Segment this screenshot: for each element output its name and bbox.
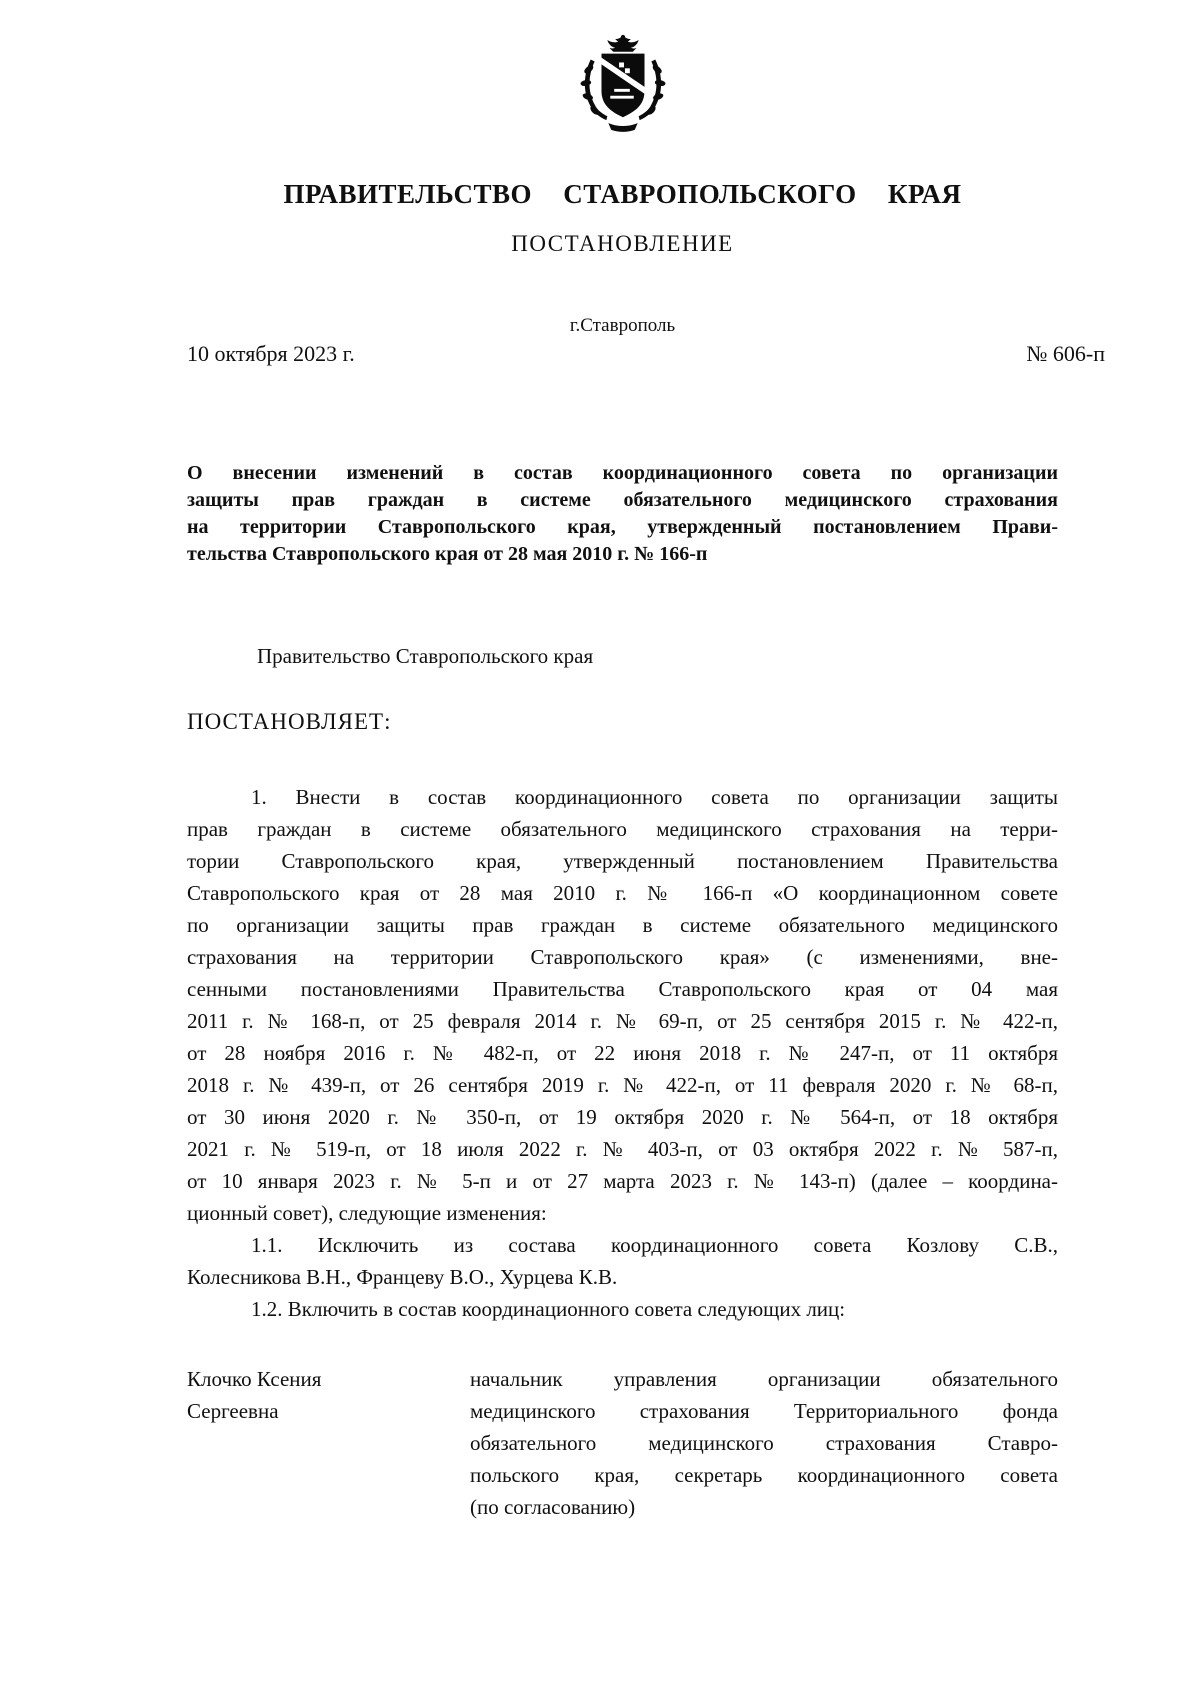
body-line: тории Ставропольского края, утвержденный постановлением Правительства [187, 849, 1058, 873]
member-name-line: Сергеевна [187, 1399, 279, 1423]
body-line: Колесникова В.Н., Францеву В.О., Хурцева К.В. [187, 1265, 618, 1289]
member-position [470, 1363, 1058, 1523]
coat-of-arms-icon [579, 34, 667, 132]
body-line: страхования на территории Ставропольского края» (с изменениями, вне- [187, 945, 1058, 969]
body-line: сенными постановлениями Правительства Ставропольского края от 04 мая [187, 977, 1058, 1001]
body-line: 2011 г. № 168-п, от 25 февраля 2014 г. № 69-п, от 25 сентября 2015 г. № 422-п, [187, 1009, 1058, 1033]
body-text [187, 781, 1058, 1325]
doc-title-line: О внесении изменений в состав координационного совета по организации [187, 462, 1058, 484]
doc-title [187, 460, 1058, 568]
doc-type-label: ПОСТАНОВЛЕНИЕ [511, 231, 734, 256]
body-line: 2021 г. № 519-п, от 18 июля 2022 г. № 403-п, от 03 октября 2022 г. № 587-п, [187, 1137, 1058, 1161]
member-name-line: Клочко Ксения [187, 1367, 322, 1391]
doc-number: № 606-п [1026, 341, 1105, 366]
doc-date: 10 октября 2023 г. [187, 341, 355, 366]
member-table [187, 1363, 1058, 1523]
body-line: от 10 января 2023 г. № 5-п и от 27 марта 2023 г. № 143-п) (далее – координа- [187, 1169, 1058, 1193]
member-position-line: (по согласованию) [470, 1495, 636, 1519]
coat-of-arms [187, 34, 1058, 132]
body-line: от 30 июня 2020 г. № 350-п, от 19 октября 2020 г. № 564-п, от 18 октября [187, 1105, 1058, 1129]
city-label: г.Ставрополь [569, 315, 676, 336]
resolves-label: ПОСТАНОВЛЯЕТ: [187, 709, 392, 734]
body-line: по организации защиты прав граждан в системе обязательного медицинского [187, 913, 1058, 937]
body-line: 1.1. Исключить из состава координационного совета Козлову С.В., [251, 1233, 1058, 1257]
doc-title-line: на территории Ставропольского края, утвержденный постановлением Прави- [187, 516, 1058, 538]
body-line: от 28 ноября 2016 г. № 482-п, от 22 июня 2018 г. № 247-п, от 11 октября [187, 1041, 1058, 1065]
body-line: Ставропольского края от 28 мая 2010 г. № 166-п «О координационном совете [187, 881, 1058, 905]
member-position-line: обязательного медицинского страхования Ставро- [470, 1431, 1058, 1455]
member-name [187, 1363, 459, 1523]
body-line: прав граждан в системе обязательного медицинского страхования на терри- [187, 817, 1058, 841]
document-content [187, 34, 1105, 1523]
member-position-line: начальник управления организации обязательного [470, 1367, 1058, 1391]
body-line: 2018 г. № 439-п, от 26 сентября 2019 г. № 422-п, от 11 февраля 2020 г. № 68-п, [187, 1073, 1058, 1097]
doc-title-line: тельства Ставропольского края от 28 мая 2010 г. № 166-п [187, 543, 708, 565]
body-line: ционный совет), следующие изменения: [187, 1201, 547, 1225]
date-number-row [187, 340, 1105, 368]
body-line: 1.2. Включить в состав координационного совета следующих лиц: [251, 1297, 846, 1321]
member-position-line: медицинского страхования Территориального фонда [470, 1399, 1058, 1423]
doc-title-line: защиты прав граждан в системе обязательного медицинского страхования [187, 489, 1058, 511]
preamble: Правительство Ставропольского края [257, 644, 594, 668]
org-name: ПРАВИТЕЛЬСТВО СТАВРОПОЛЬСКОГО КРАЯ [283, 179, 962, 209]
member-position-line: польского края, секретарь координационного совета [470, 1463, 1058, 1487]
body-line: 1. Внести в состав координационного совета по организации защиты [251, 785, 1058, 809]
